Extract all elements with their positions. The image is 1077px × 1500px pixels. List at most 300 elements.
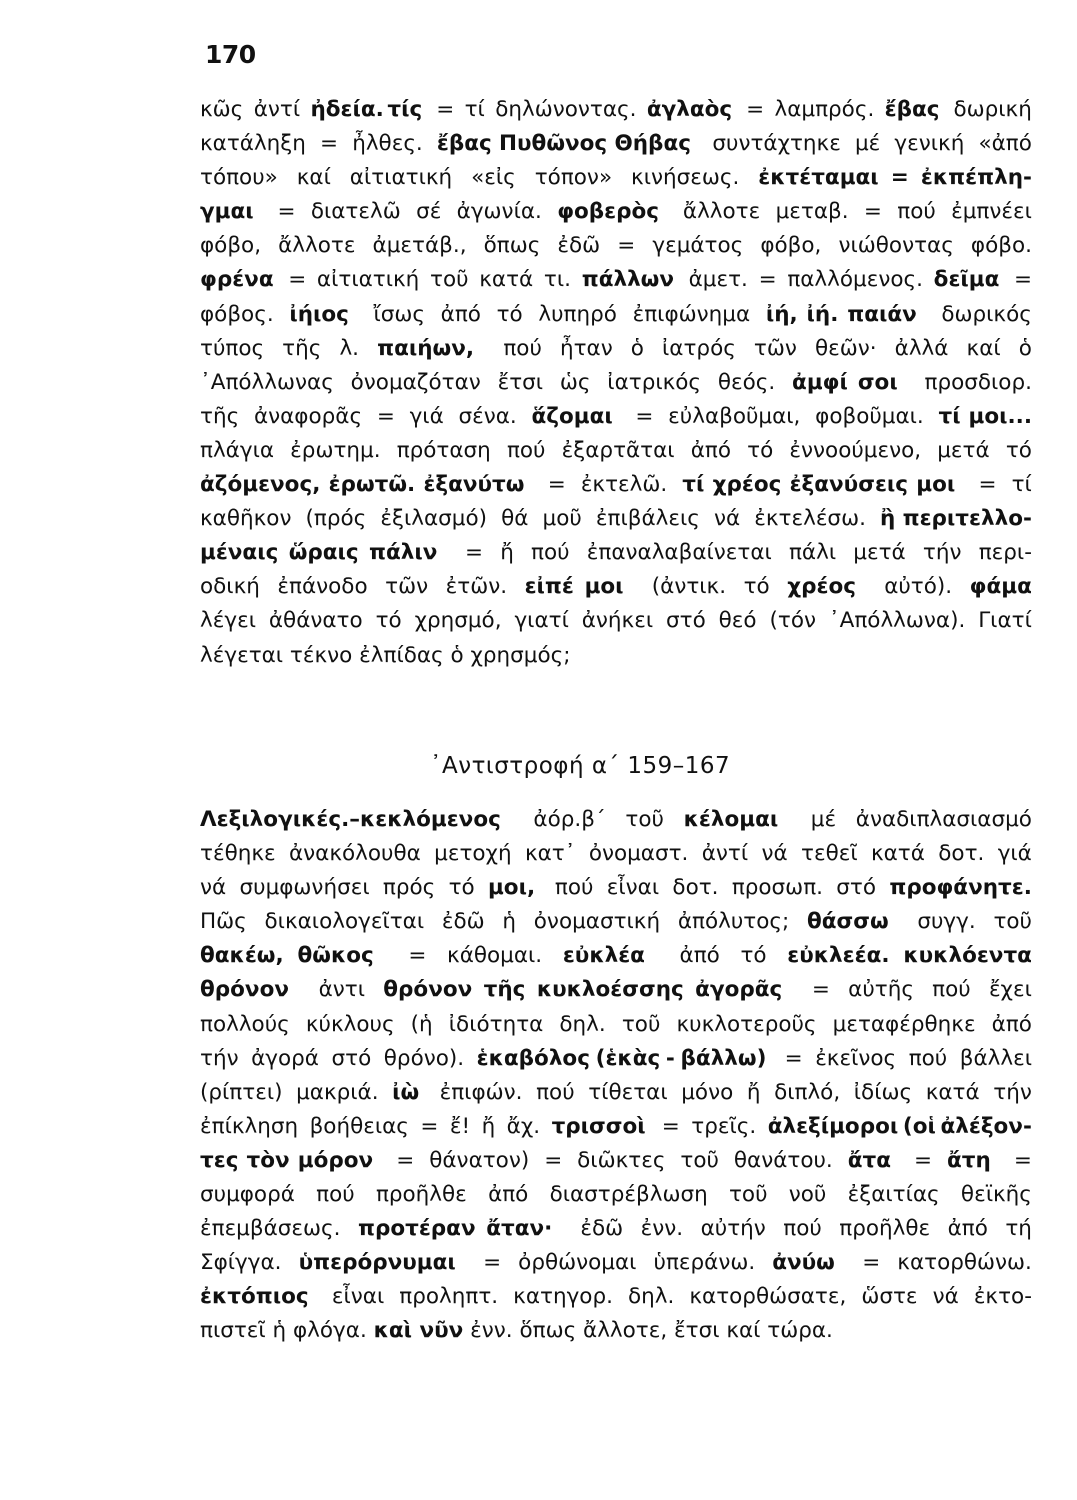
bold-term: Λεξιλογικές.–κεκλόμενος bbox=[200, 807, 501, 832]
text-run: = bbox=[320, 131, 345, 157]
text-run: θεός. bbox=[717, 369, 783, 395]
text-run: = bbox=[396, 1147, 422, 1173]
text-line bbox=[200, 1042, 1032, 1076]
bold-term: πάλλων bbox=[581, 267, 675, 293]
text-run: νά bbox=[761, 841, 795, 867]
text-run: πού bbox=[536, 1079, 582, 1105]
text-run: στό bbox=[331, 1045, 379, 1071]
text-line bbox=[200, 1246, 1032, 1280]
bold-term: ἀμφί bbox=[792, 369, 848, 395]
text-run: ὀνομαστ. bbox=[588, 841, 696, 867]
text-run bbox=[466, 1246, 473, 1280]
text-run: γεμάτος bbox=[652, 233, 751, 259]
text-run: Σφίγγα. bbox=[200, 1250, 289, 1276]
text-run: τεθεῖ bbox=[801, 841, 865, 867]
text-run bbox=[650, 1110, 657, 1144]
bold-term: φρένα bbox=[200, 267, 274, 293]
text-run: λέγει bbox=[200, 608, 263, 634]
bold-term: = bbox=[890, 165, 909, 191]
text-line bbox=[200, 468, 1032, 502]
bold-term: προφάνητε. bbox=[889, 875, 1032, 901]
bold-term: μοι bbox=[916, 472, 956, 498]
text-run: ἦλθες. bbox=[352, 131, 430, 157]
text-run bbox=[634, 570, 641, 604]
bold-term: προτέραν bbox=[357, 1216, 476, 1242]
text-run: (πρός bbox=[305, 506, 374, 532]
text-run bbox=[448, 536, 455, 570]
text-run: (ἡ bbox=[410, 1011, 440, 1037]
text-run: τίθεται bbox=[588, 1079, 675, 1105]
text-line bbox=[200, 1314, 1032, 1348]
text-run: γενική bbox=[894, 131, 972, 157]
bold-term: ἀζόμενος, bbox=[200, 472, 321, 498]
bold-term: Πυθῶνος bbox=[499, 131, 608, 157]
text-run: ἤ bbox=[500, 540, 521, 566]
text-run: δικαιολογεῖται bbox=[264, 909, 431, 935]
text-run: = bbox=[408, 943, 434, 969]
text-line bbox=[200, 973, 1032, 1007]
bold-term: τὸν bbox=[246, 1147, 290, 1173]
text-run: δοτ. bbox=[672, 875, 726, 901]
glossary-section-strophe bbox=[200, 93, 1032, 673]
text-run: ἀπόλυτος; bbox=[677, 909, 797, 935]
text-run: ἀπό bbox=[991, 1011, 1032, 1037]
text-run: διαστρέβλωση bbox=[549, 1182, 715, 1208]
bold-term: δεῖμα bbox=[933, 267, 1000, 293]
text-run bbox=[678, 263, 685, 297]
text-run: ᾿Απόλλωνας bbox=[200, 369, 341, 395]
section-heading: ᾿Αντιστροφή α΄ 159–167 bbox=[430, 753, 731, 779]
text-run: τό bbox=[375, 608, 409, 634]
text-run: ἐκτελέσω. bbox=[754, 506, 873, 532]
text-run: ἐκεῖνος bbox=[815, 1045, 903, 1071]
text-run: ἄχ. bbox=[506, 1113, 547, 1139]
text-run: συγγ. bbox=[917, 909, 983, 935]
text-run: εἶναι bbox=[606, 875, 666, 901]
text-run: νιώθοντας bbox=[838, 233, 961, 259]
text-run: ἡ bbox=[502, 909, 523, 935]
text-run: = bbox=[863, 199, 889, 225]
text-line bbox=[200, 195, 1032, 229]
text-run: προῆλθε bbox=[839, 1216, 937, 1242]
text-run: τοῦ bbox=[430, 267, 476, 293]
text-run: πού bbox=[554, 875, 601, 901]
text-run: οδική bbox=[200, 574, 267, 600]
text-run: προῆλθε bbox=[375, 1182, 474, 1208]
text-line bbox=[200, 434, 1032, 468]
text-run: ἀόρ.β΄ bbox=[533, 807, 613, 832]
text-line bbox=[200, 298, 1032, 332]
text-run: θεϊκῆς bbox=[960, 1182, 1032, 1208]
text-line bbox=[200, 332, 1032, 366]
text-run: ἐπάνοδο bbox=[277, 574, 375, 600]
text-run: = bbox=[811, 977, 837, 1003]
text-run bbox=[485, 332, 492, 366]
text-line bbox=[200, 837, 1032, 871]
text-run: δηλώνοντας. bbox=[495, 97, 644, 122]
text-run: = bbox=[544, 1147, 570, 1173]
text-run: ἔχει bbox=[988, 977, 1032, 1003]
text-run bbox=[388, 939, 395, 973]
text-run: πιστεῖ ἡ φλόγα. bbox=[200, 1318, 374, 1344]
text-run bbox=[943, 93, 950, 127]
bold-term: θάσσω bbox=[806, 909, 889, 935]
bold-term: μοι, bbox=[487, 875, 536, 901]
bold-term: ἑκαβόλος bbox=[476, 1045, 590, 1071]
text-run: = bbox=[1013, 1147, 1032, 1173]
text-run: τοῦ bbox=[993, 909, 1032, 935]
text-run: ᾿Απόλλωνα). bbox=[828, 608, 973, 634]
text-run: σένα. bbox=[458, 403, 524, 429]
text-run: προληπτ. bbox=[399, 1284, 505, 1310]
text-run: ἐδῶ bbox=[441, 909, 492, 935]
bold-term: (ἑκὰς bbox=[595, 1045, 661, 1071]
text-run: ἐννοούμενο, bbox=[789, 437, 928, 463]
bold-term: θρόνον bbox=[383, 977, 473, 1003]
text-run bbox=[1003, 263, 1010, 297]
text-run: τό bbox=[740, 943, 774, 969]
text-run bbox=[621, 400, 628, 434]
text-run: = bbox=[277, 199, 303, 225]
text-run: = bbox=[862, 1250, 888, 1276]
text-line bbox=[200, 536, 1032, 570]
text-run: = bbox=[617, 233, 643, 259]
text-run: βοήθειας bbox=[309, 1113, 416, 1139]
text-run: δωρικός bbox=[941, 301, 1032, 327]
text-run bbox=[900, 905, 907, 939]
text-run: μεταβ. bbox=[775, 199, 856, 225]
bold-term: παιήων, bbox=[377, 335, 475, 361]
text-run: θεό bbox=[718, 608, 764, 634]
text-run: ἰδιότητα bbox=[448, 1011, 551, 1037]
bold-term: ἠδεία. bbox=[310, 97, 384, 122]
bold-term: καὶ νῦν bbox=[373, 1318, 464, 1344]
text-run: θρόνο). bbox=[383, 1045, 471, 1071]
text-run bbox=[426, 1076, 433, 1110]
text-line bbox=[200, 93, 1032, 127]
text-run: ἐκτελῶ. bbox=[580, 472, 675, 498]
text-run: αὐτήν bbox=[700, 1216, 773, 1242]
text-run: φόβος. bbox=[200, 301, 281, 327]
text-run: θά bbox=[501, 506, 536, 532]
text-run: τύπος bbox=[200, 335, 271, 361]
text-run: ἰατρικός bbox=[607, 369, 708, 395]
text-run: ἐδῶ bbox=[580, 1216, 631, 1242]
text-run: ἀντί bbox=[253, 97, 307, 122]
text-run: καί bbox=[966, 335, 1008, 361]
text-run: ἐμπνέει bbox=[951, 199, 1032, 225]
bold-term: ἐρωτῶ. bbox=[328, 472, 416, 498]
text-run: μακριά. bbox=[296, 1079, 386, 1105]
text-run: = bbox=[547, 472, 573, 498]
text-run: ὀνομαστική bbox=[533, 909, 667, 935]
text-run: προσδιορ. bbox=[924, 369, 1032, 395]
text-run: ὁ bbox=[1018, 335, 1032, 361]
text-run: πού bbox=[897, 199, 943, 225]
text-line bbox=[200, 639, 1032, 673]
text-run: νά bbox=[932, 1284, 966, 1310]
bold-term: βάλλω) bbox=[680, 1045, 767, 1071]
text-run: = bbox=[420, 1113, 446, 1139]
text-run: ἀθάνατο bbox=[268, 608, 370, 634]
bold-term: ἄταν· bbox=[486, 1216, 553, 1242]
text-run bbox=[908, 366, 915, 400]
text-run: πλάγια bbox=[200, 437, 281, 463]
text-run: ἐνν. bbox=[640, 1216, 690, 1242]
text-run bbox=[963, 468, 970, 502]
bold-term: ἀγλαὸς bbox=[646, 97, 733, 122]
text-run: ἀνήκει bbox=[581, 608, 660, 634]
bold-term: πάλιν bbox=[369, 540, 438, 566]
text-line bbox=[200, 1144, 1032, 1178]
text-run: ἀμετ. bbox=[688, 267, 755, 293]
text-run: θεῶν· bbox=[814, 335, 884, 361]
bold-term: Θήβας bbox=[614, 131, 691, 157]
text-run: ἐπαναλαβαίνεται bbox=[586, 540, 779, 566]
bold-term: τί bbox=[682, 472, 705, 498]
text-run bbox=[845, 1246, 852, 1280]
text-run: μετοχή bbox=[434, 841, 519, 867]
text-run: ἀντί bbox=[701, 841, 755, 867]
text-run: = bbox=[1013, 267, 1032, 293]
text-run: = bbox=[758, 267, 784, 293]
text-line bbox=[200, 229, 1032, 263]
text-run: = bbox=[288, 267, 314, 293]
text-line bbox=[200, 803, 1032, 837]
text-run bbox=[300, 973, 307, 1007]
text-run: ἐκτο- bbox=[973, 1284, 1032, 1310]
text-run: τόπου» bbox=[200, 165, 285, 191]
text-run: τό bbox=[743, 574, 777, 600]
text-run: κυκλοτεροῦς bbox=[676, 1011, 824, 1037]
text-line bbox=[200, 1110, 1032, 1144]
text-run: ἀμετάβ., bbox=[372, 233, 474, 259]
text-run: προσωπ. bbox=[731, 875, 830, 901]
bold-term: χρέος bbox=[712, 472, 782, 498]
text-run: πού bbox=[932, 977, 978, 1003]
text-run: ὑπεράνω. bbox=[653, 1250, 763, 1276]
text-run: ἐπιφώνημα bbox=[632, 301, 757, 327]
text-run: δηλ. bbox=[559, 1011, 613, 1037]
text-run bbox=[659, 939, 666, 973]
text-run: γιά bbox=[409, 403, 451, 429]
text-run: τό bbox=[496, 301, 530, 327]
text-run: ἀπό bbox=[679, 943, 727, 969]
text-run: περι- bbox=[978, 540, 1032, 566]
bold-term: ἀλεξίμοροι bbox=[767, 1113, 899, 1139]
text-run: διατελῶ bbox=[310, 199, 408, 225]
text-run: ἀλλά bbox=[894, 335, 956, 361]
bold-term: παιάν bbox=[847, 301, 917, 327]
bold-term: ἰὼ bbox=[392, 1079, 420, 1105]
text-run: φόβο, bbox=[760, 233, 829, 259]
text-run: λυπηρό bbox=[538, 301, 624, 327]
text-run: Γιατί bbox=[978, 608, 1032, 634]
text-run: ἐξαιτίας bbox=[847, 1182, 947, 1208]
bold-term: - bbox=[665, 1045, 675, 1071]
text-run: συμφωνήσει bbox=[239, 875, 377, 901]
text-line bbox=[200, 127, 1032, 161]
text-run: τῶν bbox=[385, 574, 435, 600]
text-run: ὅπως bbox=[483, 233, 548, 259]
text-run: πρόταση bbox=[396, 437, 498, 463]
text-line bbox=[200, 905, 1032, 939]
text-run: τόπον» bbox=[534, 165, 619, 191]
text-run: ἀγορά bbox=[251, 1045, 326, 1071]
text-run: ἀπό bbox=[947, 1216, 995, 1242]
text-run: λαμπρός. bbox=[774, 97, 882, 122]
bold-term: ἢ bbox=[880, 506, 896, 532]
text-run: ἐπιβάλεις bbox=[595, 506, 707, 532]
text-line bbox=[200, 939, 1032, 973]
text-run: τοῦ bbox=[680, 1147, 726, 1173]
text-run: συντάχτηκε bbox=[712, 131, 848, 157]
text-run: δοτ. bbox=[938, 841, 992, 867]
text-run: τοῦ bbox=[728, 1182, 775, 1208]
glossary-section-antistrophe bbox=[200, 803, 1032, 1349]
text-run: πού bbox=[783, 1216, 829, 1242]
text-run: ἀνακόλουθα bbox=[288, 841, 428, 867]
text-run: αἰτιατική bbox=[349, 165, 459, 191]
bold-term: ἔβας bbox=[436, 131, 492, 157]
bold-term: τί bbox=[938, 403, 961, 429]
text-run: (τόν bbox=[769, 608, 823, 634]
text-run: κατορθώσατε, bbox=[689, 1284, 854, 1310]
text-run: ἰδίως bbox=[853, 1079, 919, 1105]
text-run: ἄλλοτε bbox=[682, 199, 768, 225]
text-run: πού bbox=[506, 437, 553, 463]
bold-term: ἀλέξον- bbox=[940, 1113, 1032, 1139]
text-run: «ἀπό bbox=[978, 131, 1032, 157]
text-run: (ἀντικ. bbox=[651, 574, 733, 600]
text-run: θάνατον) bbox=[429, 1147, 537, 1173]
bold-term: γμαι bbox=[200, 199, 254, 225]
text-run: ἰατρός bbox=[662, 335, 743, 361]
bold-term: ἐκτέταμαι bbox=[758, 165, 879, 191]
bold-term: ἄτα bbox=[847, 1147, 891, 1173]
bold-term: ἐκπέπλη- bbox=[920, 165, 1032, 191]
text-run: τέθηκε bbox=[200, 841, 283, 867]
bold-term: θακέω, bbox=[200, 943, 284, 969]
text-run: σέ bbox=[416, 199, 449, 225]
text-run bbox=[794, 973, 801, 1007]
text-run: μετά bbox=[937, 437, 997, 463]
text-run: ἐπιφών. bbox=[439, 1079, 530, 1105]
text-run: τό bbox=[448, 875, 482, 901]
text-run: μέ bbox=[854, 131, 888, 157]
text-run: φόβο. bbox=[970, 233, 1032, 259]
bold-term: εὐκλέα bbox=[562, 943, 645, 969]
text-run: πάλι bbox=[788, 540, 843, 566]
text-run: φοβοῦμαι. bbox=[815, 403, 931, 429]
text-run: κατά bbox=[479, 267, 541, 293]
text-run: ἀναδιπλασιασμό bbox=[855, 807, 1032, 832]
text-run: = bbox=[635, 403, 661, 429]
text-run: ἀναφορᾶς bbox=[253, 403, 369, 429]
bold-term: σοι bbox=[857, 369, 898, 395]
text-run: εἶναι bbox=[331, 1284, 392, 1310]
bold-term: μέναις bbox=[200, 540, 279, 566]
text-run: στό bbox=[666, 608, 713, 634]
bold-term: κυκλοέσσης bbox=[536, 977, 684, 1003]
text-run bbox=[999, 1144, 1006, 1178]
text-run: δωρική bbox=[953, 97, 1032, 122]
text-line bbox=[200, 1178, 1032, 1212]
text-run: ἀντι bbox=[318, 977, 372, 1003]
text-run: = bbox=[661, 1113, 687, 1139]
text-run bbox=[772, 1042, 779, 1076]
text-line bbox=[200, 1212, 1032, 1246]
text-run bbox=[533, 468, 540, 502]
text-run: παλλόμενος. bbox=[787, 267, 930, 293]
text-run: ἔτσι bbox=[497, 369, 550, 395]
text-run: ἐπίκληση bbox=[200, 1113, 305, 1139]
text-run: = bbox=[746, 97, 771, 122]
text-line bbox=[200, 366, 1032, 400]
text-run: μέ bbox=[810, 807, 843, 832]
text-run: ὀνομαζόταν bbox=[350, 369, 488, 395]
text-run: «εἰς bbox=[471, 165, 523, 191]
text-run: ἄλλοτε bbox=[278, 233, 363, 259]
text-run: ἐνν. ὅπως ἄλλοτε, ἔτσι καί τώρα. bbox=[463, 1318, 833, 1344]
text-run: λ. bbox=[339, 335, 366, 361]
text-run: συμφορά bbox=[200, 1182, 302, 1208]
text-run: φόβο, bbox=[200, 233, 268, 259]
text-run: τό bbox=[747, 437, 781, 463]
text-line bbox=[200, 1076, 1032, 1110]
bold-term: εἰπέ bbox=[524, 574, 574, 600]
bold-term: εὐκλεέα. bbox=[787, 943, 890, 969]
text-run: Πῶς bbox=[200, 909, 254, 935]
text-run: τρεῖς. bbox=[691, 1113, 764, 1139]
text-run: ἔ! bbox=[449, 1113, 477, 1139]
text-run: ἦταν bbox=[559, 335, 620, 361]
bold-term: ἔβας bbox=[884, 97, 940, 122]
text-run: στό bbox=[836, 875, 883, 901]
text-run: μετά bbox=[853, 540, 913, 566]
text-line bbox=[200, 1280, 1032, 1314]
text-run: πού bbox=[908, 1045, 955, 1071]
page-number: 170 bbox=[205, 40, 256, 69]
text-run: = bbox=[914, 1147, 939, 1173]
text-run: ἐδῶ bbox=[557, 233, 608, 259]
text-run: ἀπό bbox=[488, 1182, 536, 1208]
bold-term: τῆς bbox=[483, 977, 526, 1003]
text-run bbox=[736, 93, 743, 127]
text-run: ἐξαρτᾶται bbox=[561, 437, 682, 463]
bold-term: τίς bbox=[387, 97, 423, 122]
text-run: χρησμό, bbox=[414, 608, 509, 634]
text-run: κατ᾿ bbox=[524, 841, 583, 867]
text-line bbox=[200, 1008, 1032, 1042]
bold-term: ἐξανύτω bbox=[423, 472, 525, 498]
text-run: ὥστε bbox=[861, 1284, 925, 1310]
text-run bbox=[542, 871, 549, 905]
bold-term: ἐξανύσεις bbox=[789, 472, 909, 498]
text-run: ἀπό bbox=[440, 301, 488, 327]
bold-term: ἰή, bbox=[765, 301, 798, 327]
bold-term: ἅζομαι bbox=[531, 403, 613, 429]
bold-term: ἐκτόπιος bbox=[200, 1284, 309, 1310]
text-run: κινήσεως. bbox=[631, 165, 747, 191]
text-run bbox=[317, 1280, 324, 1314]
text-line bbox=[200, 570, 1032, 604]
text-run: θανάτου. bbox=[733, 1147, 840, 1173]
text-run: πολλούς bbox=[200, 1011, 297, 1037]
text-run bbox=[381, 1144, 388, 1178]
text-run bbox=[563, 1212, 570, 1246]
text-run: τήν bbox=[993, 1079, 1032, 1105]
